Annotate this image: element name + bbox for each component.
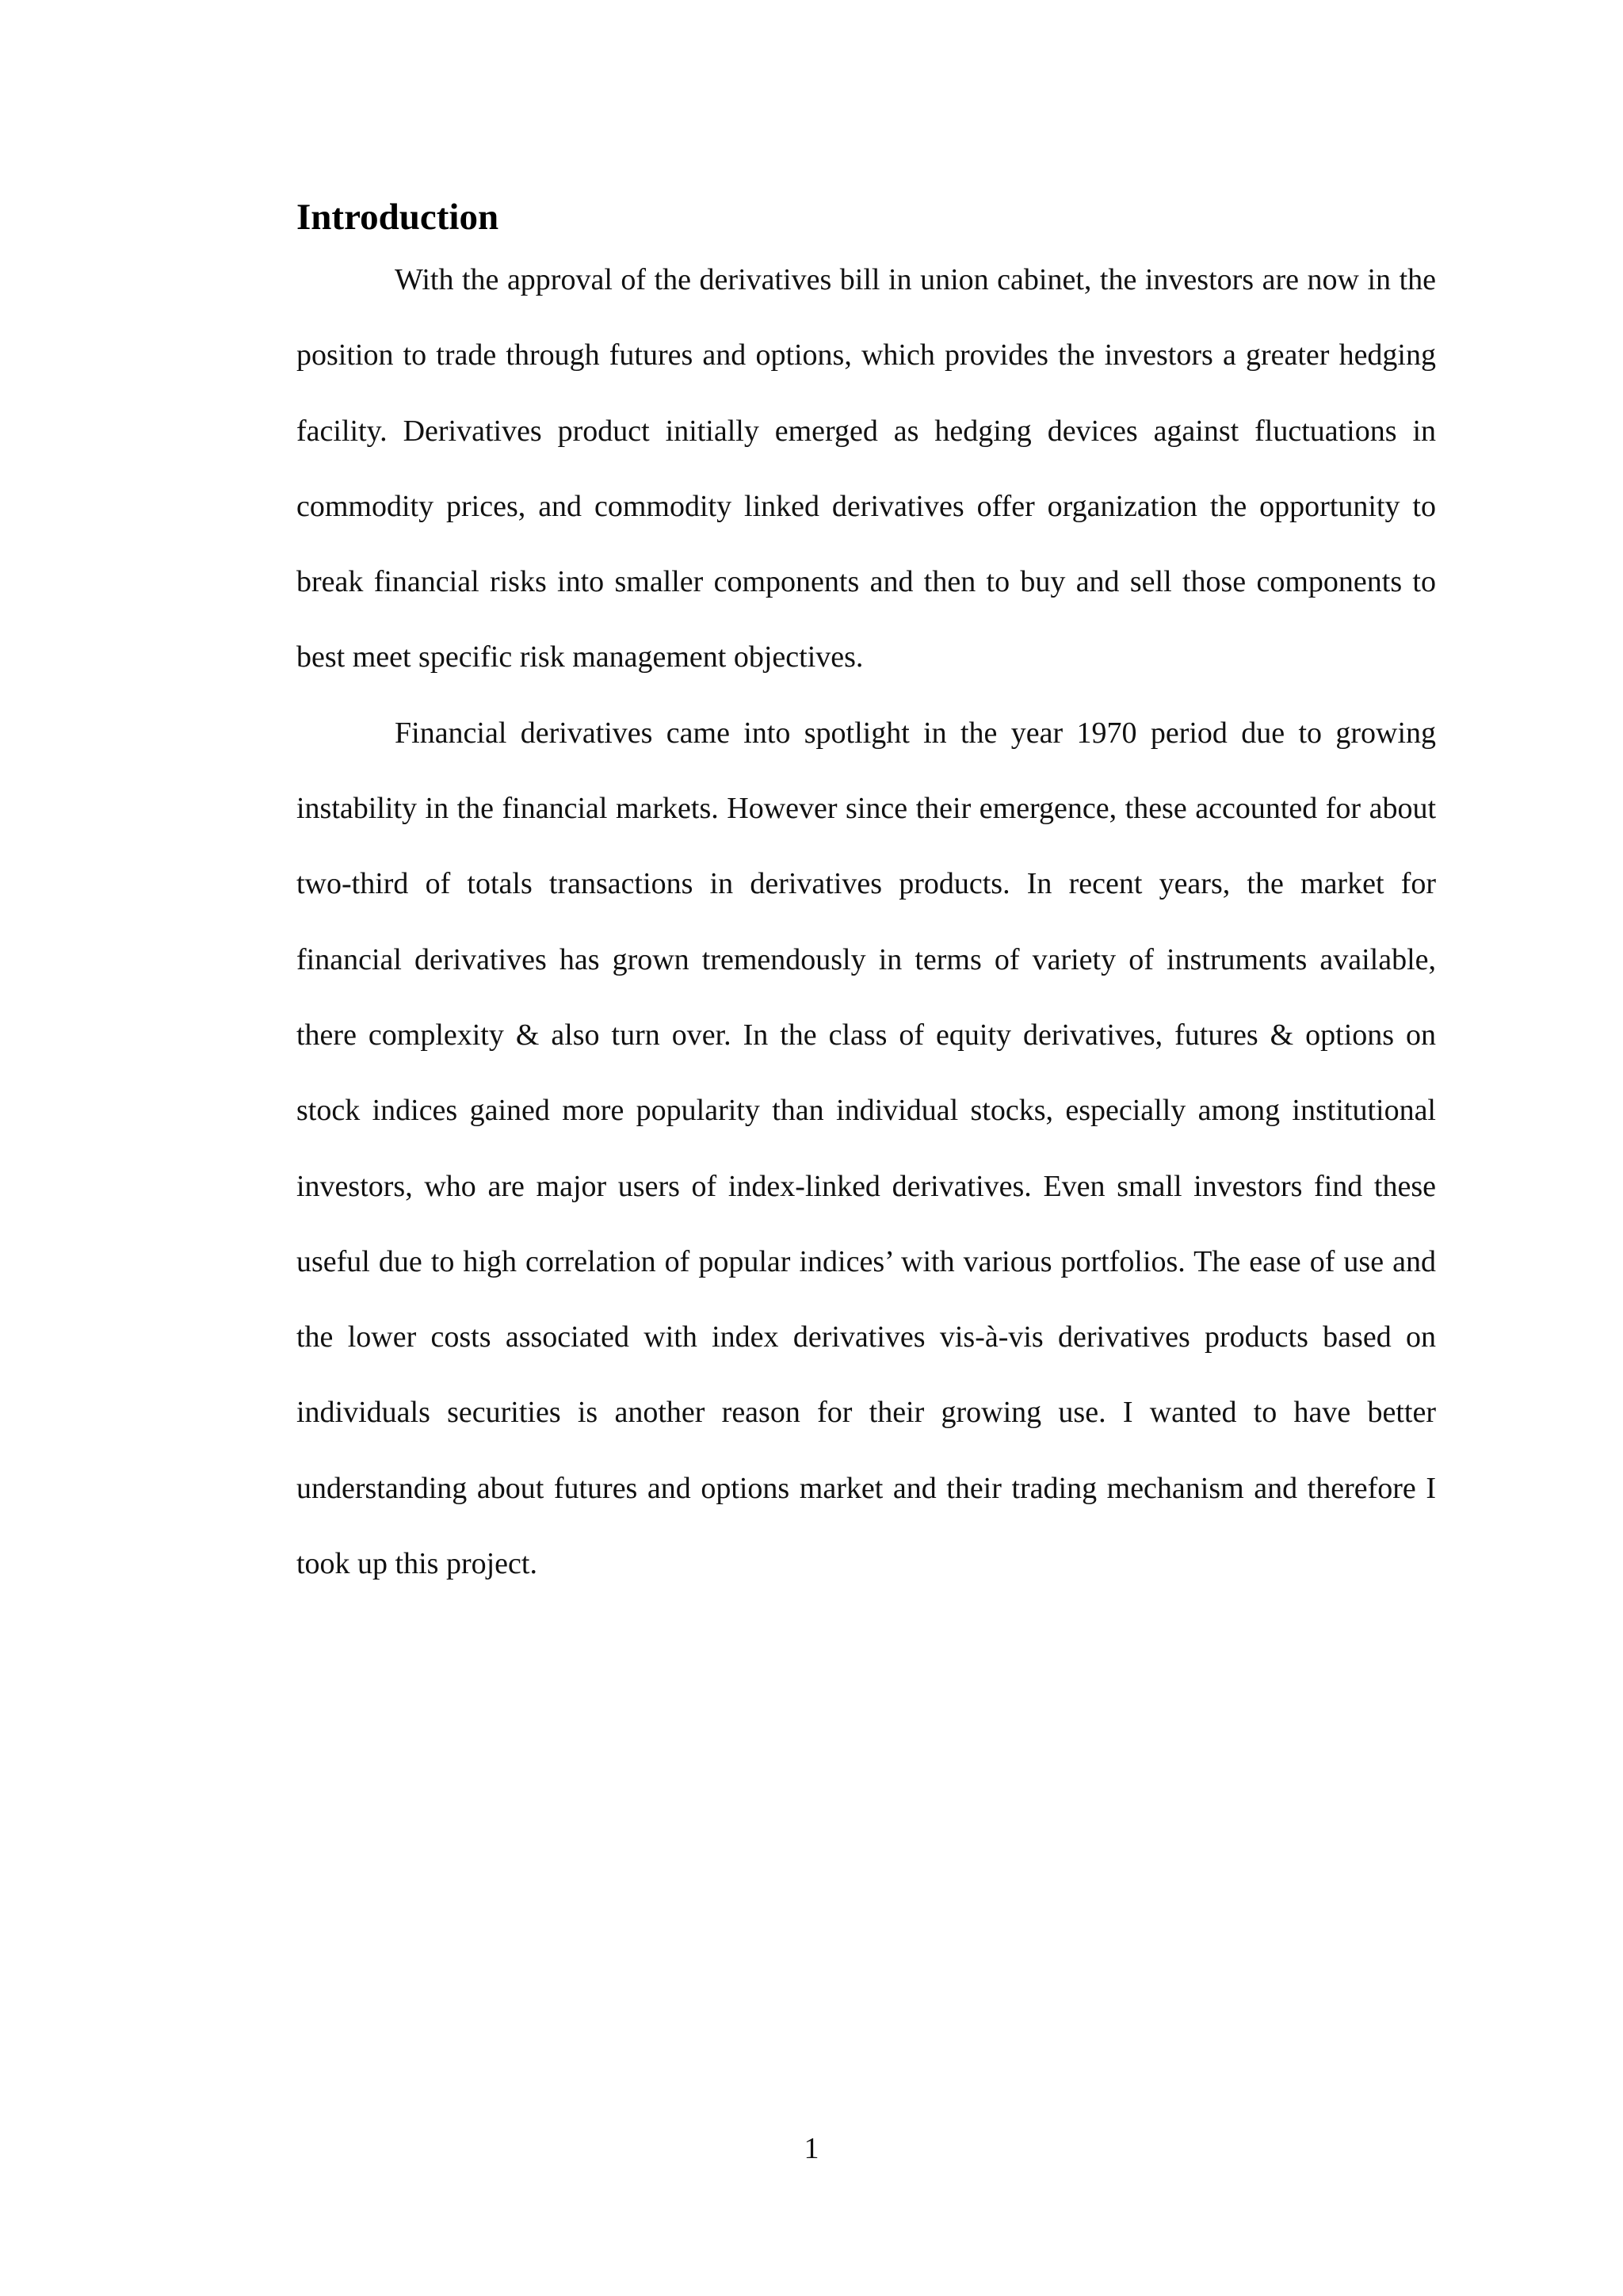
section-heading: Introduction (296, 197, 499, 238)
paragraph-1: With the approval of the derivatives bill in union cabinet, the investors are now in the position to trade through futures and options, which provides the investors a greater hedging facility. Derivatives product initially emerged as hedging devices against fluctuations in commodity prices, and commodity linked derivatives offer organization the opportunity to break financial risks into smaller components and then to buy and sell those components to best meet specific risk management objectives. (296, 263, 1436, 674)
page-content (296, 193, 1436, 1602)
page-number: 1 (804, 2132, 819, 2165)
paragraph-2: Financial derivatives came into spotlight in the year 1970 period due to growing instability in the financial markets. However since their emergence, these accounted for about two-third of totals transactions in derivatives products. In recent years, the market for financial derivatives has grown tremendously in terms of variety of instruments available, there complexity & also turn over. In the class of equity derivatives, futures & options on stock indices gained more popularity than individual stocks, especially among institutional investors, who are major users of index-linked derivatives. Even small investors find these useful due to high correlation of popular indices’ with various portfolios. The ease of use and the lower costs associated with index derivatives vis-à-vis derivatives products based on individuals securities is another reason for their growing use. I wanted to have better understanding about futures and options market and their trading mechanism and therefore I took up this project. (296, 716, 1436, 1581)
